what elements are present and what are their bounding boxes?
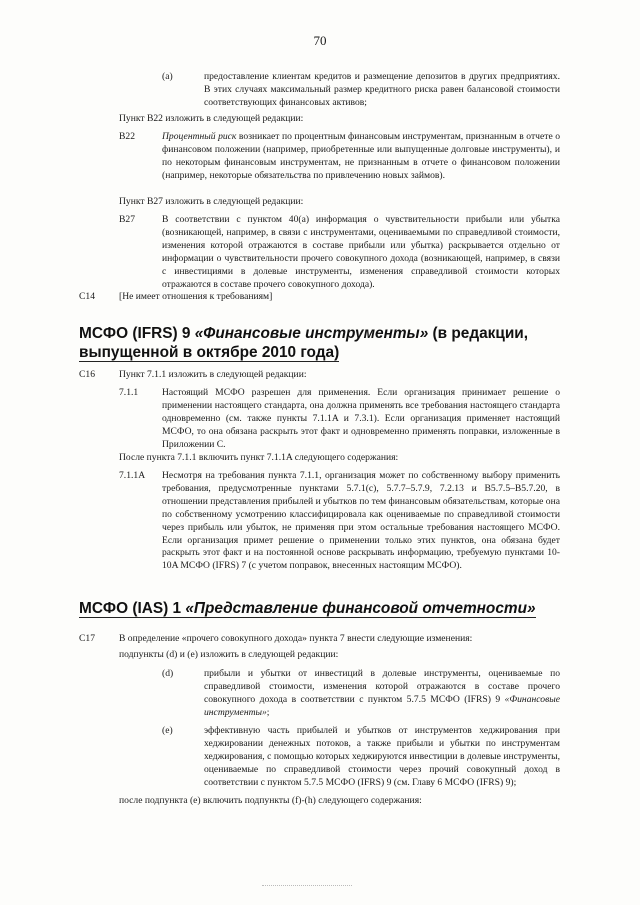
c16-label: C16	[79, 369, 95, 380]
c17-sub-intro: подпункты (d) и (e) изложить в следующей редакции:	[119, 649, 339, 660]
p711-label: 7.1.1	[119, 387, 139, 398]
p711a-label: 7.1.1A	[119, 470, 146, 481]
item-label-e: (e)	[162, 725, 173, 736]
p711-text: Настоящий МСФО разрешен для применения. Если организация принимает решение о применении настоящего стандарта, она должна применять все требования настоящего стандарта одновременно (см. также пункты 7.1.1A и 7.3.1). Если организация применяет настоящий МСФО, то она обязана раскрыть этот факт и одновременно применять поправки, изложенные в Приложении C.	[162, 387, 560, 450]
b22-intro: Пункт B22 изложить в следующей редакции:	[119, 113, 304, 124]
item-text-a: предоставление клиентам кредитов и размещение депозитов в других предприятиях. В этих случаях максимальный размер кредитного риска равен балансовой стоимости соответствующих финансовых активов;	[204, 71, 560, 108]
c14-label: C14	[79, 291, 95, 302]
b22-paragraph	[162, 131, 560, 183]
b27-intro: Пункт B27 изложить в следующей редакции:	[119, 196, 304, 207]
c17-intro: В определение «прочего совокупного дохода» пункта 7 внести следующие изменения:	[119, 633, 473, 644]
b27-label: B27	[119, 214, 135, 225]
page-number: 70	[313, 33, 327, 48]
c14-text: [Не имеет отношения к требованиям]	[119, 291, 273, 302]
c16-intro: Пункт 7.1.1 изложить в следующей редакции:	[119, 369, 307, 380]
item-label-a: (a)	[162, 71, 173, 82]
b22-text: возникает по процентным финансовым инструментам, признанным в отчете о финансовом положении (например, приобретенные или выпущенные долговые инструменты), и по некоторым финансовым инструментам, не признанным в отчете о финансовом положении (например, некоторые обязательства по привлечению новых займов).	[162, 131, 561, 181]
heading-ifrs9	[79, 324, 559, 362]
item-text-e: эффективную часть прибылей и убытков от инструментов хеджирования при хеджировании денежных потоков, а также прибыли и убытки по инструментам хеджирования, с помощью которых хеджируются инвестиции в долевые инструменты, оцениваемые по справедливой стоимости через прочий совокупный доход в соответствии с пунктом 5.7.5 МСФО (IFRS) 9 (см. Главу 6 МСФО (IFRS) 9);	[204, 725, 560, 788]
heading-ifrs9-line2: выпущенной в октябре 2010 года)	[79, 344, 340, 361]
b22-term: Процентный риск	[162, 131, 237, 142]
b27-text: В соответствии с пунктом 40(a) информация о чувствительности прибыли или убытка (возникающей, например, в связи с инструментами, оцениваемыми по справедливой стоимости, изменения которой отражаются в составе прибыли или убытка) раскрывается отдельно от информации о чувствительности прочего совокупного дохода (возникающей, например, в связи с инвестициями в долевые инструменты, изменения справедливой стоимости которых отражаются в составе прочего совокупного дохода).	[162, 214, 560, 290]
p711a-text: Несмотря на требования пункта 7.1.1, организация может по собственному выбору применить требования, предусмотренные пунктами 5.7.1(c), 5.7.7–5.7.9, 7.2.13 и B5.7.5–B5.7.20, в отношении представления прибылей и убытков по тем финансовым обязательствам, которые она по собственному усмотрению классифицировала как оцениваемые по справедливой стоимости через прибыль или убыток, не применяя при этом остальные требования настоящего МСФО. Если организация примет решение о применении только этих пунктов, она обязана будет раскрыть этот факт и на постоянной основе раскрывать информацию, требуемую пунктами 10-10A МСФО (IFRS) 7 (с учетом поправок, внесенных настоящим МСФО).	[162, 470, 560, 572]
scan-artifact	[262, 885, 352, 889]
c17-after: после подпункта (e) включить подпункты (f)-(h) следующего содержания:	[119, 795, 422, 806]
item-text-d: прибыли и убытки от инвестиций в долевые инструменты, оцениваемые по справедливой стоимости, изменения которой отражаются в составе прочего совокупного дохода в соответствии с пунктом 5.7.5 МСФО (IFRS) 9 «Финансовые инструменты»;	[204, 668, 560, 718]
c17-label: C17	[79, 633, 95, 644]
heading-ifrs9-line1: МСФО (IFRS) 9 «Финансовые инструменты» (в редакции,	[79, 325, 529, 342]
d-italic-title: «Финансовые инструменты»	[204, 693, 560, 718]
c16-intro2: После пункта 7.1.1 включить пункт 7.1.1A следующего содержания:	[119, 452, 399, 463]
b22-label: B22	[119, 131, 135, 142]
heading-ias1: МСФО (IAS) 1 «Представление финансовой отчетности»	[79, 600, 536, 617]
item-label-d: (d)	[162, 668, 174, 679]
